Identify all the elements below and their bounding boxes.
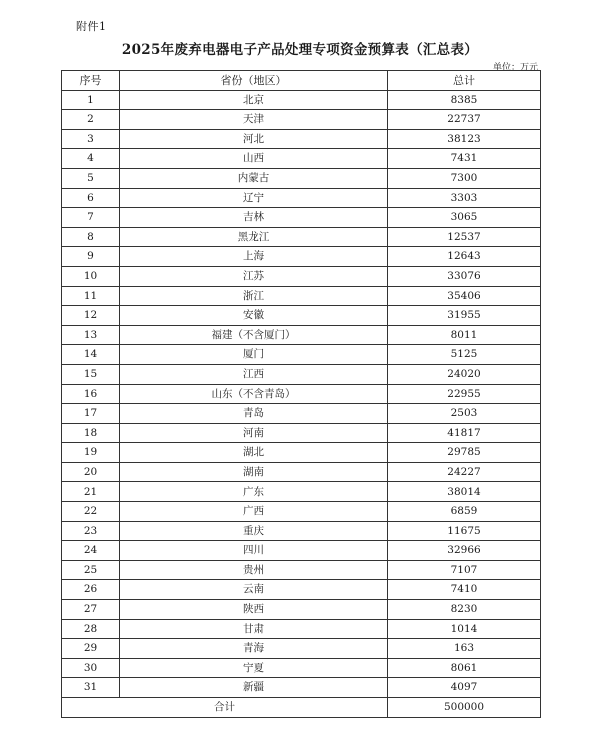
row-index: 19 [62,443,120,463]
row-index: 2 [62,110,120,130]
row-province: 云南 [120,580,388,600]
row-index: 23 [62,521,120,541]
row-province: 山东（不含青岛） [120,384,388,404]
row-index: 17 [62,404,120,424]
row-total: 24227 [388,462,541,482]
row-province: 浙江 [120,286,388,306]
row-index: 3 [62,129,120,149]
row-province: 新疆 [120,678,388,698]
table-row [62,247,541,267]
row-index: 20 [62,462,120,482]
row-index: 22 [62,502,120,522]
row-total: 8061 [388,658,541,678]
row-index: 7 [62,208,120,228]
row-province: 河南 [120,423,388,443]
table-row [62,306,541,326]
row-province: 广东 [120,482,388,502]
table-row [62,384,541,404]
header-province: 省份（地区） [120,71,388,91]
row-province: 宁夏 [120,658,388,678]
table-row [62,90,541,110]
row-total: 8011 [388,325,541,345]
row-index: 29 [62,639,120,659]
row-index: 10 [62,266,120,286]
row-province: 甘肃 [120,619,388,639]
row-index: 18 [62,423,120,443]
total-value: 500000 [388,698,541,718]
row-total: 22737 [388,110,541,130]
table-row [62,619,541,639]
row-province: 湖南 [120,462,388,482]
row-province: 福建（不含厦门） [120,325,388,345]
row-province: 湖北 [120,443,388,463]
row-total: 8230 [388,600,541,620]
row-index: 24 [62,541,120,561]
table-row [62,580,541,600]
table-row [62,364,541,384]
table-row [62,462,541,482]
row-index: 1 [62,90,120,110]
row-total: 163 [388,639,541,659]
row-province: 辽宁 [120,188,388,208]
row-index: 9 [62,247,120,267]
row-index: 27 [62,600,120,620]
row-province: 上海 [120,247,388,267]
row-total: 5125 [388,345,541,365]
row-index: 25 [62,560,120,580]
row-province: 广西 [120,502,388,522]
table-row [62,325,541,345]
row-total: 7300 [388,168,541,188]
row-index: 8 [62,227,120,247]
row-index: 26 [62,580,120,600]
row-province: 厦门 [120,345,388,365]
table-row [62,423,541,443]
row-index: 16 [62,384,120,404]
row-province: 贵州 [120,560,388,580]
table-row [62,129,541,149]
row-province: 山西 [120,149,388,169]
row-province: 吉林 [120,208,388,228]
row-index: 31 [62,678,120,698]
table-row [62,541,541,561]
table-row [62,560,541,580]
table-row [62,443,541,463]
row-index: 11 [62,286,120,306]
table-row [62,639,541,659]
row-province: 江西 [120,364,388,384]
row-index: 4 [62,149,120,169]
row-province: 内蒙古 [120,168,388,188]
row-total: 12643 [388,247,541,267]
row-province: 陕西 [120,600,388,620]
row-total: 31955 [388,306,541,326]
row-total: 3065 [388,208,541,228]
row-index: 12 [62,306,120,326]
row-index: 5 [62,168,120,188]
row-total: 11675 [388,521,541,541]
row-total: 33076 [388,266,541,286]
table-row [62,600,541,620]
row-index: 30 [62,658,120,678]
row-index: 14 [62,345,120,365]
table-row [62,227,541,247]
row-index: 6 [62,188,120,208]
row-total: 4097 [388,678,541,698]
table-header-row [62,71,541,91]
row-total: 2503 [388,404,541,424]
row-total: 29785 [388,443,541,463]
row-total: 32966 [388,541,541,561]
total-label: 合计 [62,698,388,718]
row-index: 15 [62,364,120,384]
row-total: 6859 [388,502,541,522]
header-index: 序号 [62,71,120,91]
row-index: 21 [62,482,120,502]
row-province: 四川 [120,541,388,561]
row-province: 安徽 [120,306,388,326]
table-row [62,678,541,698]
row-province: 黑龙江 [120,227,388,247]
row-province: 河北 [120,129,388,149]
unit-note: 单位：万元 [492,63,538,73]
budget-table [61,70,541,718]
row-index: 13 [62,325,120,345]
table-row [62,208,541,228]
header-total: 总计 [388,71,541,91]
row-province: 青海 [120,639,388,659]
row-total: 12537 [388,227,541,247]
table-row [62,482,541,502]
row-province: 青岛 [120,404,388,424]
row-total: 3303 [388,188,541,208]
table-row [62,521,541,541]
row-province: 北京 [120,90,388,110]
row-index: 28 [62,619,120,639]
table-row [62,404,541,424]
row-total: 7107 [388,560,541,580]
table-row [62,345,541,365]
row-total: 24020 [388,364,541,384]
row-province: 天津 [120,110,388,130]
table-row [62,502,541,522]
row-total: 38123 [388,129,541,149]
row-total: 22955 [388,384,541,404]
attachment-label: 附件1 [76,20,107,33]
row-province: 江苏 [120,266,388,286]
row-total: 7410 [388,580,541,600]
table-body [62,90,541,697]
table-row [62,168,541,188]
page-title: 2025年废弃电器电子产品处理专项资金预算表（汇总表） [121,42,479,58]
row-total: 35406 [388,286,541,306]
row-total: 7431 [388,149,541,169]
table-row [62,286,541,306]
table-row [62,110,541,130]
table-row [62,188,541,208]
row-total: 41817 [388,423,541,443]
row-total: 8385 [388,90,541,110]
table-row [62,658,541,678]
table-row [62,266,541,286]
row-total: 38014 [388,482,541,502]
table-row [62,149,541,169]
total-row [62,698,541,718]
row-total: 1014 [388,619,541,639]
row-province: 重庆 [120,521,388,541]
